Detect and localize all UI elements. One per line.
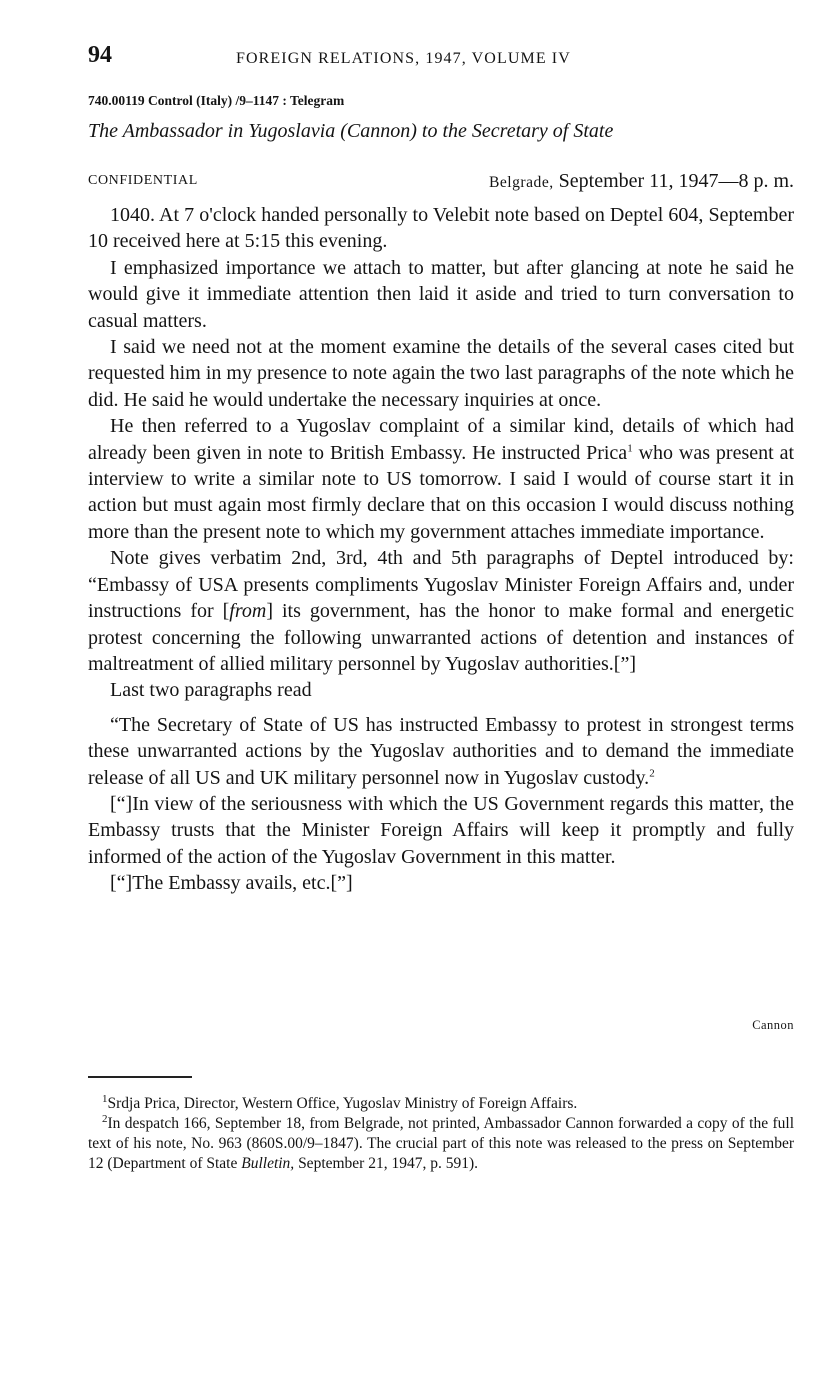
footnote-1 — [88, 1094, 794, 1114]
paragraph — [88, 413, 794, 545]
footnotes — [88, 1094, 794, 1174]
paragraph-text: who was present at interview to write a similar note to US tomorrow. I said I would of course start it in action but must again most firmly declare that on this occasion I would discuss nothing more than the present note to which my government attaches immediate importance. — [88, 441, 795, 543]
running-head: FOREIGN RELATIONS, 1947, VOLUME IV — [236, 50, 571, 67]
classification-label: CONFIDENTIAL — [88, 173, 198, 188]
file-number: 740.00119 Control (Italy) /9–1147 : Telegram — [88, 93, 345, 108]
footnote-mark: 2 — [102, 1112, 108, 1125]
paragraph-text: “The Secretary of State of US has instructed Embassy to protest in strongest terms these unwarranted actions by the Yugoslav authorities and to demand the immediate release of all US and UK military personnel now in Yugoslav custody. — [88, 713, 794, 789]
place: Belgrade, — [488, 174, 554, 191]
quoted-paragraph: [“]In view of the seriousness with which the US Government regards this matter, the Embassy trusts that the Minister Foreign Affairs will keep it promptly and fully informed of the action of the Yugoslav Government in this matter. — [88, 792, 794, 868]
editorial-insertion: from — [229, 600, 267, 623]
paragraph: Last two paragraphs read — [110, 679, 312, 702]
footnote-ref-2: 2 — [649, 766, 655, 779]
paragraph: 1040. At 7 o'clock handed personally to Velebit note based on Deptel 604, September 10 received here at 5:15 this evening. — [88, 204, 794, 253]
document-title: The Ambassador in Yugoslavia (Cannon) to the Secretary of State — [88, 120, 614, 142]
footnote-mark: 1 — [102, 1092, 108, 1105]
footnote-text: September 21, 1947, p. 591). — [294, 1155, 479, 1172]
quoted-paragraph: [“]The Embassy avails, etc.[”] — [110, 872, 353, 895]
paragraph: I emphasized importance we attach to matter, but after glancing at note he said he would give it immediate attention then laid it aside and tried to turn conversation to casual matters. — [88, 256, 794, 332]
quoted-paragraph — [88, 712, 794, 791]
footnote-ref-1: 1 — [627, 442, 633, 454]
footnote-text: Srdja Prica, Director, Western Office, Yugoslav Ministry of Foreign Affairs. — [107, 1095, 578, 1112]
footnote-2 — [88, 1114, 794, 1174]
paragraph — [88, 545, 794, 677]
telegram-body — [88, 202, 794, 897]
dateline — [88, 170, 794, 196]
footnote-divider — [88, 1076, 192, 1078]
paragraph: I said we need not at the moment examine the details of the several cases cited but requested him in my presence to note again the two last paragraphs of the note which he did. He said he would undertake the necessary inquiries at once. — [88, 336, 794, 411]
page-header — [88, 40, 794, 76]
publication-title: Bulletin, — [241, 1155, 295, 1172]
place-and-date — [489, 170, 794, 193]
paragraph-text: Note gives verbatim 2nd, 3rd, 4th and 5th paragraphs of Deptel introduced by: “Embassy of USA presents compliments Yugoslav Minister Foreign Affairs and, under instructions for [ — [88, 547, 794, 623]
date: September 11, 1947—8 p. m. — [558, 170, 794, 192]
paragraph-text: He then referred to a Yugoslav complaint of a similar kind, details of which had already been given in note to British Embassy. He instructed Prica — [88, 415, 794, 464]
paragraph-text: ] its government, has the honor to make formal and energetic protest concerning the following unwarranted actions of detention and instances of maltreatment of allied military personnel by Yugoslav authorities.[”] — [88, 600, 795, 675]
footnote-text: In despatch 166, September 18, from Belgrade, not printed, Ambassador Cannon forwarded a copy of the full text of his note, No. 963 (860S.00/9–1847). The crucial part of this note was released to the press on September 12 (Department of State — [88, 1115, 794, 1172]
page-number: 94 — [88, 42, 112, 68]
signature: Cannon — [752, 1018, 794, 1032]
